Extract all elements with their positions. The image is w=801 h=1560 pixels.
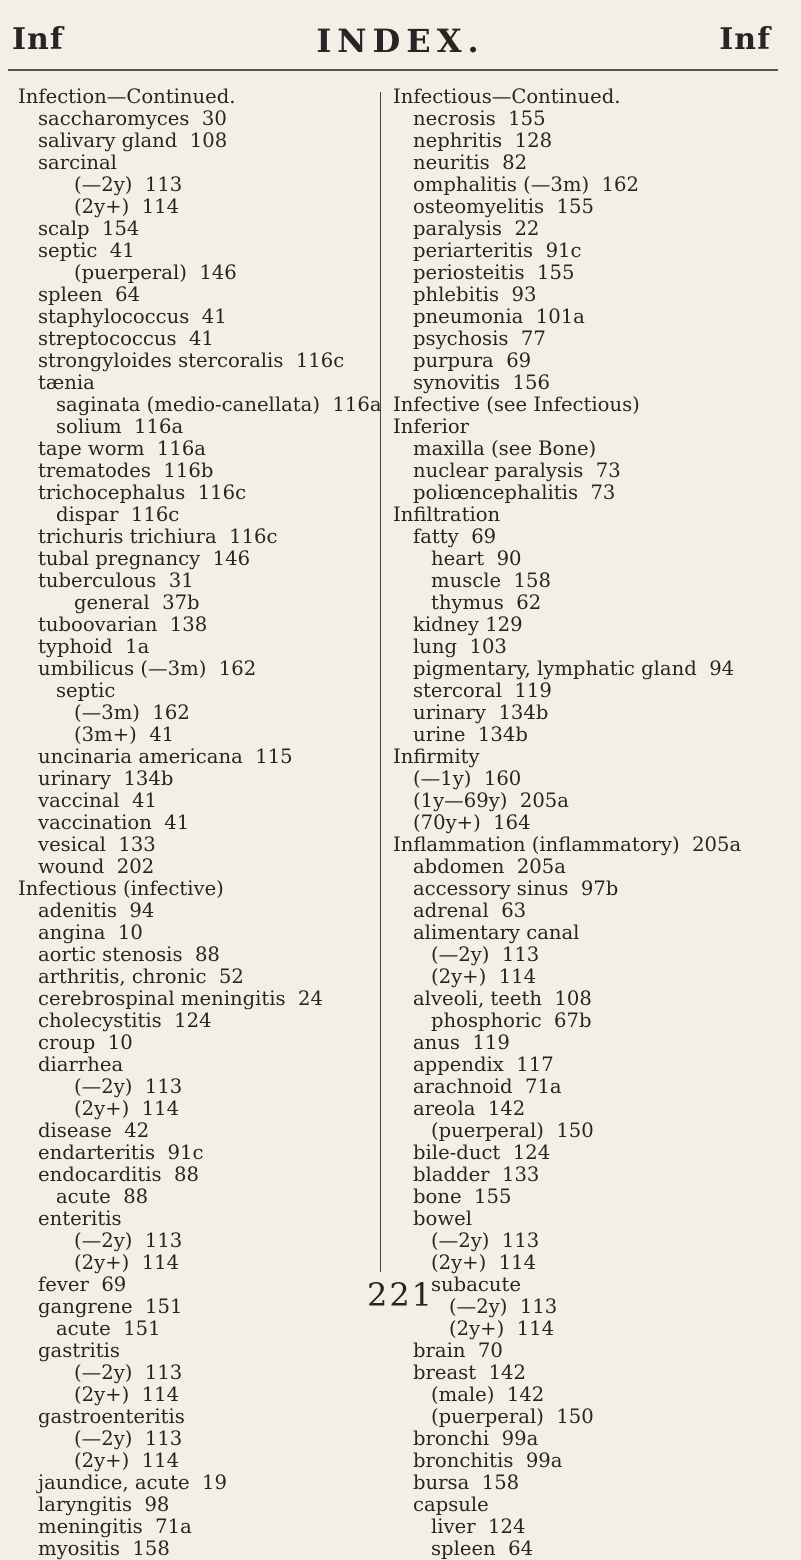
index-entry: nephritis 128 [413, 129, 553, 152]
index-entry: arachnoid 71a [413, 1075, 562, 1098]
index-entry: gastroenteritis [38, 1405, 185, 1428]
index-entry: tape worm 116a [38, 437, 206, 460]
index-entry: cerebrospinal meningitis 24 [38, 987, 323, 1010]
index-entry: poliœncephalitis 73 [413, 481, 616, 504]
index-entry: tubal pregnancy 146 [38, 547, 251, 570]
index-column-left [18, 86, 383, 1560]
index-entry: uncinaria americana 115 [38, 745, 293, 768]
index-entry: strongyloides stercoralis 116c [38, 349, 345, 372]
index-entry: wound 202 [38, 855, 155, 878]
index-entry: diarrhea [38, 1053, 124, 1076]
index-entry: fatty 69 [413, 525, 497, 548]
index-entry: (—2y) 113 [449, 1295, 558, 1318]
index-entry: (70y+) 164 [413, 811, 531, 834]
index-entry: trichuris trichiura 116c [38, 525, 278, 548]
index-entry: brain 70 [413, 1339, 503, 1362]
index-entry: vaccination 41 [38, 811, 190, 834]
index-entry: pneumonia 101a [413, 305, 585, 328]
index-entry: endarteritis 91c [38, 1141, 204, 1164]
index-entry: disease 42 [38, 1119, 150, 1142]
index-entry: bladder 133 [413, 1163, 540, 1186]
index-entry: trichocephalus 116c [38, 481, 247, 504]
index-entry: bowel [413, 1207, 472, 1230]
index-entry: kidney 129 [413, 613, 523, 636]
index-entry: breast 142 [413, 1361, 526, 1384]
index-entry: (2y+) 114 [449, 1317, 555, 1340]
column-divider [380, 92, 381, 1272]
index-entry: periarteritis 91c [413, 239, 582, 262]
index-entry: spleen 64 [431, 1537, 534, 1560]
running-head-right: Inf [719, 22, 771, 57]
index-entry: liver 124 [431, 1515, 526, 1538]
index-entry: bile-duct 124 [413, 1141, 551, 1164]
index-entry: (—2y) 113 [74, 1427, 183, 1450]
index-entry: (—1y) 160 [413, 767, 522, 790]
index-entry: laryngitis 98 [38, 1493, 170, 1516]
index-entry: (2y+) 114 [74, 1383, 180, 1406]
index-entry: bursa 158 [413, 1471, 520, 1494]
index-entry: staphylococcus 41 [38, 305, 227, 328]
index-entry: myositis 158 [38, 1537, 170, 1560]
index-entry: (2y+) 114 [74, 195, 180, 218]
index-entry: areola 142 [413, 1097, 526, 1120]
index-entry: acute 88 [56, 1185, 149, 1208]
index-entry: solium 116a [56, 415, 184, 438]
index-entry: periosteitis 155 [413, 261, 575, 284]
index-entry: necrosis 155 [413, 107, 546, 130]
index-entry: general 37b [74, 591, 200, 614]
index-entry: bronchi 99a [413, 1427, 539, 1450]
index-entry: abdomen 205a [413, 855, 566, 878]
index-entry: subacute [431, 1273, 521, 1296]
index-entry: arthritis, chronic 52 [38, 965, 244, 988]
index-entry: adenitis 94 [38, 899, 155, 922]
index-entry: (—2y) 113 [431, 943, 540, 966]
index-entry: muscle 158 [431, 569, 551, 592]
index-entry: (3m+) 41 [74, 723, 175, 746]
index-entry: pigmentary, lymphatic gland 94 [413, 657, 735, 680]
index-entry: spleen 64 [38, 283, 141, 306]
index-entry: (—2y) 113 [74, 1361, 183, 1384]
index-entry: osteomyelitis 155 [413, 195, 594, 218]
index-entry: urine 134b [413, 723, 528, 746]
index-entry: dispar 116c [56, 503, 180, 526]
running-head-left: Inf [12, 22, 64, 57]
index-entry: (puerperal) 150 [431, 1405, 594, 1428]
index-entry: stercoral 119 [413, 679, 552, 702]
index-entry: accessory sinus 97b [413, 877, 619, 900]
index-entry: alimentary canal [413, 921, 580, 944]
index-entry: Infective (see Infectious) [393, 393, 640, 416]
index-entry: (puerperal) 146 [74, 261, 237, 284]
index-entry: (1y—69y) 205a [413, 789, 569, 812]
index-entry: urinary 134b [413, 701, 549, 724]
index-entry: thymus 62 [431, 591, 542, 614]
index-entry: vaccinal 41 [38, 789, 157, 812]
index-entry: tuberculous 31 [38, 569, 194, 592]
index-entry: (2y+) 114 [74, 1097, 180, 1120]
index-entry: bronchitis 99a [413, 1449, 563, 1472]
index-entry: appendix 117 [413, 1053, 554, 1076]
index-entry: acute 151 [56, 1317, 161, 1340]
index-entry: Infiltration [393, 503, 501, 526]
index-entry: saccharomyces 30 [38, 107, 227, 130]
index-entry: urinary 134b [38, 767, 174, 790]
page-header [0, 22, 801, 66]
index-entry: adrenal 63 [413, 899, 527, 922]
index-entry: saginata (medio-canellata) 116a [56, 393, 382, 416]
index-entry: typhoid 1a [38, 635, 150, 658]
index-entry: meningitis 71a [38, 1515, 192, 1538]
index-entry: (—2y) 113 [74, 1075, 183, 1098]
index-entry: neuritis 82 [413, 151, 528, 174]
index-entry: Inflammation (inflammatory) 205a [393, 833, 742, 856]
index-entry: (2y+) 114 [431, 965, 537, 988]
index-entry: salivary gland 108 [38, 129, 228, 152]
index-entry: Infectious—Continued. [393, 85, 621, 108]
index-entry: heart 90 [431, 547, 522, 570]
index-entry: synovitis 156 [413, 371, 550, 394]
index-entry: (2y+) 114 [74, 1449, 180, 1472]
index-entry: endocarditis 88 [38, 1163, 199, 1186]
index-entry: septic 41 [38, 239, 135, 262]
index-entry: vesical 133 [38, 833, 156, 856]
header-rule [8, 69, 778, 71]
index-entry: angina 10 [38, 921, 143, 944]
running-head-title: INDEX. [316, 22, 485, 60]
index-entry: cholecystitis 124 [38, 1009, 212, 1032]
index-entry: phlebitis 93 [413, 283, 537, 306]
index-entry: nuclear paralysis 73 [413, 459, 621, 482]
index-entry: alveoli, teeth 108 [413, 987, 592, 1010]
index-entry: fever 69 [38, 1273, 127, 1296]
index-entry: paralysis 22 [413, 217, 540, 240]
index-entry: (—2y) 113 [431, 1229, 540, 1252]
index-entry: scalp 154 [38, 217, 140, 240]
index-entry: Inferior [393, 415, 470, 438]
index-entry: lung 103 [413, 635, 507, 658]
index-entry: enteritis [38, 1207, 122, 1230]
index-entry: phosphoric 67b [431, 1009, 592, 1032]
index-entry: omphalitis (—3m) 162 [413, 173, 639, 196]
index-entry: septic [56, 679, 116, 702]
index-entry: Infection—Continued. [18, 85, 236, 108]
page-number: 221 [366, 1276, 435, 1314]
index-entry: streptococcus 41 [38, 327, 214, 350]
index-entry: (—3m) 162 [74, 701, 190, 724]
index-entry: Infectious (infective) [18, 877, 224, 900]
index-entry: anus 119 [413, 1031, 510, 1054]
index-entry: Infirmity [393, 745, 480, 768]
index-entry: psychosis 77 [413, 327, 546, 350]
index-entry: purpura 69 [413, 349, 532, 372]
index-entry: maxilla (see Bone) [413, 437, 597, 460]
index-entry: (—2y) 113 [74, 173, 183, 196]
index-entry: sarcinal [38, 151, 117, 174]
index-entry: capsule [413, 1493, 489, 1516]
index-entry: tænia [38, 371, 95, 394]
index-entry: (2y+) 114 [74, 1251, 180, 1274]
index-entry: (puerperal) 150 [431, 1119, 594, 1142]
index-column-right [393, 86, 793, 1560]
index-entry: gangrene 151 [38, 1295, 183, 1318]
index-entry: gastritis [38, 1339, 120, 1362]
index-entry: (2y+) 114 [431, 1251, 537, 1274]
index-entry: bone 155 [413, 1185, 512, 1208]
index-entry: tuboovarian 138 [38, 613, 208, 636]
index-entry: (male) 142 [431, 1383, 545, 1406]
index-entry: trematodes 116b [38, 459, 214, 482]
index-entry: croup 10 [38, 1031, 133, 1054]
index-entry: (—2y) 113 [74, 1229, 183, 1252]
index-entry: jaundice, acute 19 [38, 1471, 227, 1494]
index-entry: umbilicus (—3m) 162 [38, 657, 257, 680]
index-entry: aortic stenosis 88 [38, 943, 220, 966]
